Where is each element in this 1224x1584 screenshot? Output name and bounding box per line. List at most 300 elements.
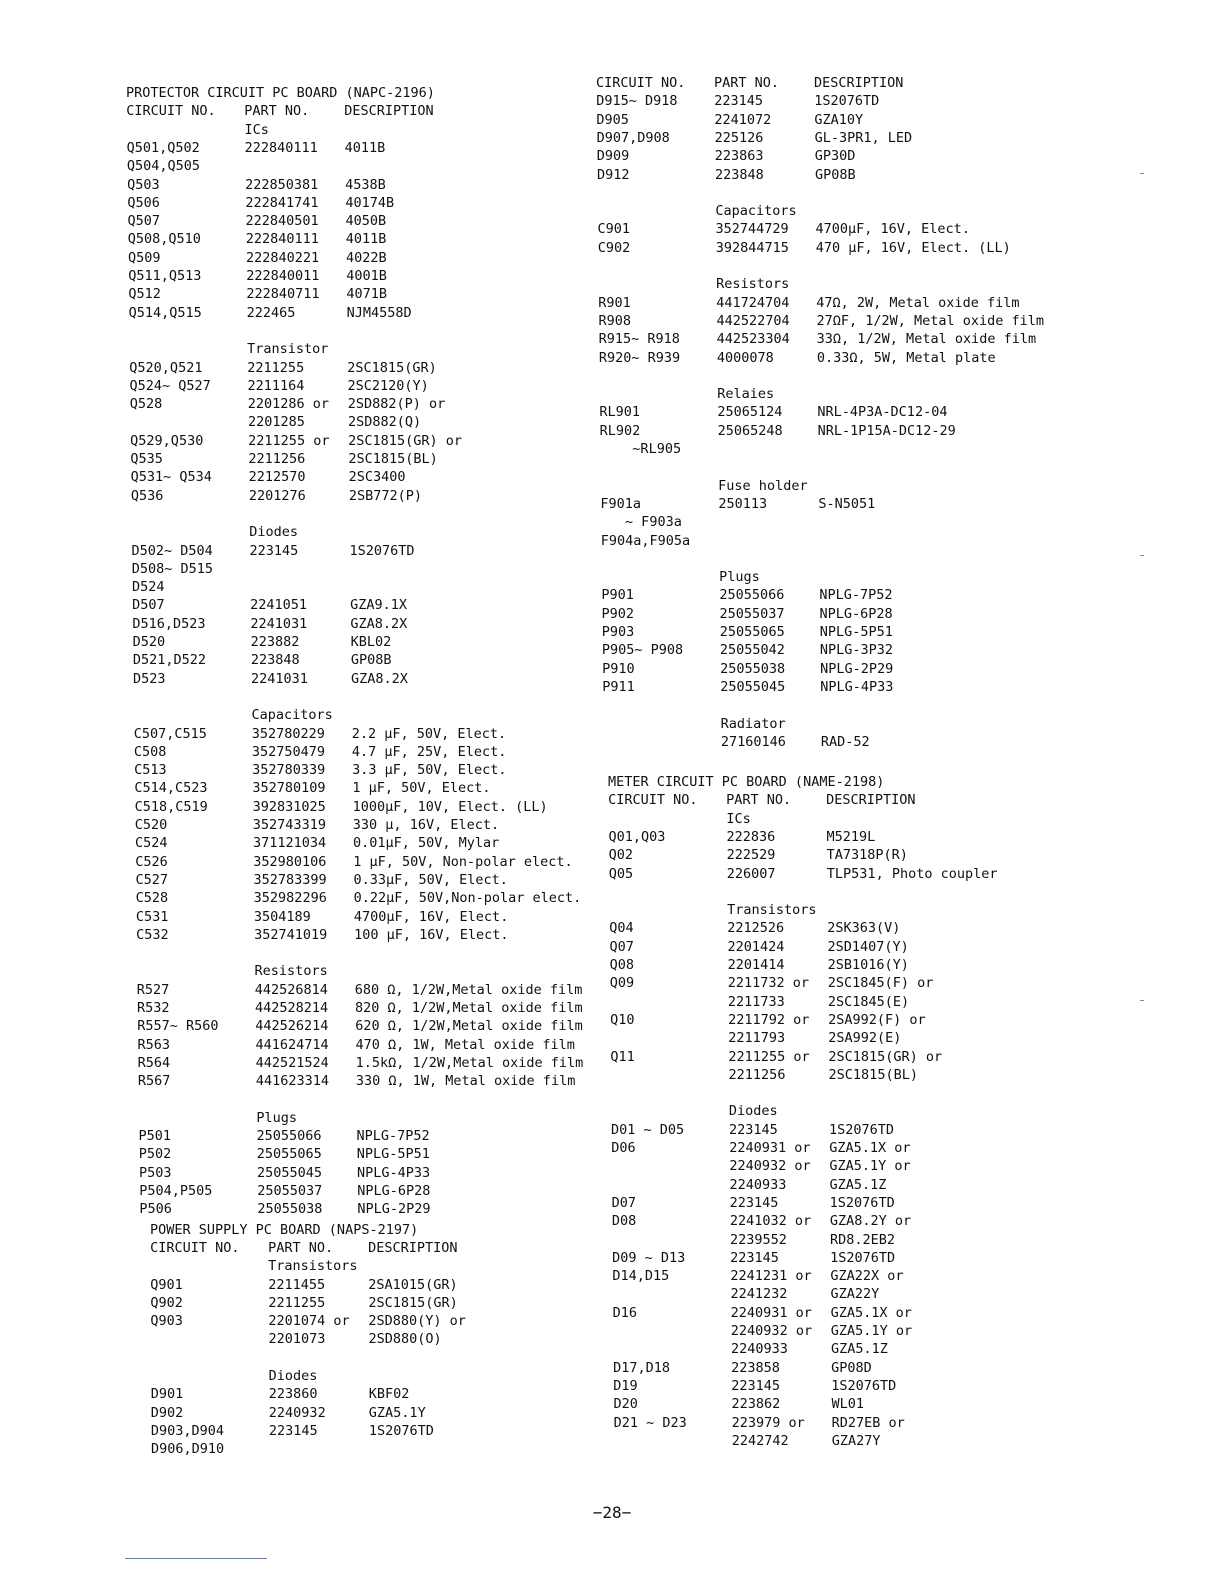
description: 100 μF, 16V, Elect.: [354, 926, 509, 943]
description: GZA5.1Y or: [829, 1158, 911, 1175]
circuit-no: P903: [601, 624, 635, 640]
description: GP08B: [814, 166, 856, 183]
description: NPLG-7P52: [356, 1128, 430, 1145]
part-no: 352743319: [252, 817, 326, 833]
circuit-no: C901: [597, 221, 631, 238]
circuit-no: Q01,Q03: [608, 828, 666, 845]
group-heading-text: Capacitors: [251, 707, 333, 724]
description: S-N5051: [818, 495, 876, 512]
part-no: 25055066: [256, 1128, 322, 1145]
part-no: 25055042: [719, 642, 785, 659]
part-no: 4000078: [716, 349, 774, 366]
description: 2SD1407(Y): [827, 938, 909, 955]
description: 1000μF, 10V, Elect. (LL): [352, 798, 548, 815]
circuit-no: D516,D523: [132, 615, 206, 632]
group-heading-text: Diodes: [249, 524, 299, 541]
part-no: 222840711: [246, 286, 320, 303]
part-row: [602, 641, 1202, 659]
circuit-no: R532: [137, 1000, 170, 1016]
description: TA7318P(R): [826, 847, 908, 864]
circuit-no: C531: [135, 908, 169, 925]
part-no: 441623314: [255, 1073, 330, 1090]
group-heading-text: Transistors: [268, 1258, 358, 1275]
description: 0.33μF, 50V, Elect.: [353, 871, 508, 888]
part-no: 2240931 or: [729, 1140, 811, 1156]
group-heading: [598, 275, 1198, 293]
circuit-no: D16: [612, 1304, 638, 1321]
description: 4011B: [344, 139, 386, 156]
description: 0.22μF, 50V,Non-polar elect.: [353, 890, 582, 907]
description: 4700μF, 16V, Elect.: [353, 908, 509, 925]
group-heading-text: Fuse holder: [718, 477, 808, 494]
part-no: 2240933: [729, 1176, 787, 1193]
part-row: [602, 660, 1202, 678]
part-row: [609, 919, 1209, 937]
description: 1 μF, 50V, Non-polar elect.: [353, 853, 573, 870]
description: 47Ω, 2W, Metal oxide film: [816, 294, 1020, 311]
circuit-no: R527: [136, 981, 170, 998]
part-no: 442522704: [716, 312, 790, 329]
part-no: 223145: [268, 1422, 318, 1439]
part-no: 2211255 or: [728, 1048, 810, 1065]
part-no: 441724704: [716, 294, 790, 311]
description: NPLG-3P32: [819, 642, 894, 659]
description: 4.7 μF, 25V, Elect.: [351, 743, 507, 760]
part-no: 223862: [731, 1396, 781, 1413]
circuit-no: C528: [135, 890, 169, 907]
part-no: 222850381: [245, 176, 319, 193]
circuit-no: P902: [601, 605, 635, 622]
part-row: [597, 129, 1197, 147]
part-no: 2240933: [730, 1341, 788, 1358]
part-no: 392831025: [252, 798, 326, 815]
circuit-no-header: CIRCUIT NO.: [126, 103, 216, 120]
description: RD27EB or: [831, 1414, 905, 1431]
part-row: [598, 312, 1198, 330]
circuit-no: Q503: [127, 176, 160, 193]
part-no: 2201074 or: [268, 1313, 350, 1330]
circuit-no: D524: [131, 579, 165, 596]
part-no: 2242742: [731, 1432, 789, 1449]
circuit-no: P503: [138, 1164, 172, 1181]
part-no: 25055065: [719, 624, 785, 640]
part-no: 25065248: [717, 422, 783, 439]
description: GZA8.2Y or: [829, 1213, 912, 1230]
part-no: 25055038: [720, 660, 786, 677]
part-row: [613, 1377, 1213, 1395]
description: 620 Ω, 1/2W,Metal oxide film: [355, 1018, 583, 1035]
circuit-no-header: CIRCUIT NO.: [596, 75, 686, 91]
part-row: [609, 846, 1209, 864]
group-heading: [603, 715, 1203, 733]
part-row: [610, 974, 1210, 992]
description: M5219L: [826, 828, 876, 845]
part-row: [612, 1212, 1212, 1230]
description: 1S2076TD: [829, 1121, 895, 1138]
part-row: [609, 938, 1209, 956]
circuit-no: C526: [135, 853, 168, 870]
part-no: 2241051: [250, 597, 308, 614]
circuit-no: Q536: [130, 487, 164, 504]
part-no: 2201286 or: [247, 396, 330, 413]
part-row: [608, 828, 1208, 846]
margin-tick: [1140, 173, 1144, 174]
description: 2SK363(V): [827, 920, 901, 937]
description: KBF02: [368, 1386, 410, 1403]
circuit-no: R901: [598, 294, 631, 311]
group-heading-text: Relaies: [717, 386, 775, 403]
part-row: [602, 678, 1202, 696]
description: 27ΩF, 1/2W, Metal oxide film: [816, 312, 1045, 329]
part-row: [600, 440, 1200, 458]
circuit-no: ~ F903a: [600, 514, 682, 531]
part-row: [601, 586, 1201, 604]
part-no: 2211164: [247, 377, 305, 394]
circuit-no: Q507: [127, 213, 161, 230]
description: 40174B: [345, 194, 395, 211]
description: NPLG-5P51: [356, 1146, 430, 1163]
description: 680 Ω, 1/2W,Metal oxide film: [354, 981, 583, 998]
part-no: 352780339: [252, 762, 326, 779]
part-no: 442526214: [255, 1018, 329, 1035]
part-row: [612, 1194, 1212, 1212]
part-row: [611, 1066, 1211, 1084]
circuit-no: C514,C523: [134, 780, 208, 797]
part-no: 2211255: [268, 1294, 326, 1311]
circuit-no: Q902: [150, 1294, 183, 1311]
part-no: 223863: [714, 148, 764, 165]
part-no: 371121034: [253, 835, 327, 852]
description: NPLG-5P51: [819, 624, 893, 640]
part-no: 25055066: [719, 587, 785, 604]
part-row: [598, 239, 1198, 257]
part-row: [614, 1432, 1214, 1450]
circuit-no: R564: [137, 1054, 171, 1071]
circuit-no: Q05: [608, 865, 634, 882]
circuit-no: Q09: [609, 975, 635, 992]
part-no: 352750479: [251, 743, 326, 760]
part-row: [609, 865, 1209, 883]
part-no: 352982296: [253, 890, 327, 907]
part-no: 223145: [731, 1377, 781, 1394]
group-heading: [599, 385, 1199, 403]
description: 2SB772(P): [348, 487, 422, 504]
description: 2SC3400: [348, 469, 406, 486]
circuit-no: RL902: [599, 422, 641, 439]
part-no: 25055045: [720, 678, 786, 695]
group-heading-text: Plugs: [256, 1109, 297, 1126]
description: 4011B: [345, 231, 387, 248]
circuit-no: D09 ~ D13: [612, 1249, 686, 1266]
section-title-text: METER CIRCUIT PC BOARD (NAME-2198): [608, 774, 885, 790]
circuit-no: D19: [613, 1377, 638, 1394]
part-no: 2201285: [247, 414, 305, 431]
description: 2SC1815(GR): [347, 359, 437, 376]
description: 2SD880(Y) or: [368, 1313, 466, 1330]
part-no: 223848: [714, 166, 764, 183]
part-no: 2212570: [248, 469, 306, 486]
circuit-no: P501: [138, 1128, 172, 1145]
part-row: [598, 294, 1198, 312]
description: 4001B: [346, 268, 387, 284]
description: GP30D: [814, 148, 856, 165]
part-row: [597, 147, 1197, 165]
part-no: 25055037: [719, 605, 785, 622]
circuit-no: D907,D908: [596, 129, 670, 146]
description: WL01: [831, 1396, 864, 1413]
circuit-no: R920~ R939: [598, 349, 681, 366]
circuit-no: Q903: [150, 1313, 183, 1330]
corner-rule: [125, 1558, 267, 1559]
circuit-no: Q528: [129, 396, 163, 413]
circuit-no: D915~ D918: [596, 93, 678, 110]
group-heading-text: Transistors: [727, 902, 817, 919]
description: 2SC1815(GR) or: [828, 1048, 943, 1065]
circuit-no: R915~ R918: [598, 331, 680, 348]
description: 4071B: [346, 286, 388, 303]
group-heading-text: ICs: [244, 121, 269, 138]
part-no: 442523304: [716, 331, 790, 348]
circuit-no: D17,D18: [613, 1359, 671, 1376]
description: GZA5.1Y or: [830, 1323, 913, 1339]
part-no: 222840011: [246, 268, 320, 284]
part-no: 392844715: [715, 239, 789, 256]
description: 0.33Ω, 5W, Metal plate: [816, 349, 996, 366]
description: 1S2076TD: [814, 93, 880, 110]
description: GP08D: [831, 1359, 872, 1376]
circuit-no: P911: [602, 678, 635, 695]
circuit-no: Q506: [127, 194, 160, 211]
part-row: [597, 166, 1197, 184]
part-no: 352741019: [254, 926, 328, 943]
circuit-no: C532: [136, 926, 169, 943]
part-no: 2240932: [268, 1404, 326, 1421]
part-no: 2241232: [730, 1286, 788, 1303]
page-number: −28−: [592, 1503, 632, 1522]
part-row: [613, 1322, 1213, 1340]
description: NJM4558D: [346, 304, 412, 321]
part-row: [614, 1414, 1214, 1432]
description: 0.01μF, 50V, Mylar: [353, 835, 500, 852]
part-no: 2239552: [730, 1231, 787, 1248]
description: 1S2076TD: [829, 1194, 895, 1211]
part-no: 223145: [249, 542, 299, 559]
section-title-text: PROTECTOR CIRCUIT PC BOARD (NAPC-2196): [126, 85, 435, 101]
part-no: 2211793: [728, 1030, 786, 1047]
part-row: [601, 513, 1201, 531]
part-no: 222840111: [245, 231, 319, 248]
part-no: 223882: [250, 634, 300, 650]
part-no: 2241031: [250, 615, 308, 632]
part-no: 2201414: [727, 957, 785, 973]
circuit-no: D08: [611, 1213, 637, 1230]
description: 330 Ω, 1W, Metal oxide film: [355, 1073, 576, 1090]
part-no: 222841741: [245, 194, 319, 211]
description: 1 μF, 50V, Elect.: [352, 780, 491, 797]
part-no: 27160146: [720, 733, 786, 750]
description: KBL02: [350, 634, 392, 650]
circuit-no-header: CIRCUIT NO.: [150, 1239, 240, 1256]
circuit-no: C520: [134, 817, 168, 833]
description: NPLG-7P52: [819, 587, 893, 604]
description: 33Ω, 1/2W, Metal oxide film: [816, 331, 1037, 348]
description: GZA5.1X or: [830, 1304, 912, 1321]
description: NPLG-4P33: [356, 1164, 431, 1181]
circuit-no: Q524~ Q527: [129, 377, 211, 394]
part-no: 2211792 or: [728, 1011, 810, 1028]
part-row: [599, 330, 1199, 348]
description: GP08B: [350, 652, 392, 669]
circuit-no: P502: [138, 1146, 172, 1163]
part-no: 222465: [246, 304, 296, 321]
circuit-no: D502~ D504: [131, 542, 213, 559]
part-no: 2211256: [248, 451, 306, 467]
group-heading-text: Transistor: [247, 341, 329, 358]
part-no: 222840221: [245, 249, 320, 266]
part-row: [613, 1304, 1213, 1322]
part-no: 2201276: [248, 487, 306, 504]
description: GZA5.1Z: [830, 1341, 888, 1358]
part-no: 25055065: [256, 1146, 322, 1163]
description: GZA8.2X: [350, 615, 408, 632]
circuit-no: Q529,Q530: [130, 432, 204, 449]
part-no: 223145: [730, 1249, 779, 1266]
circuit-no: D06: [611, 1140, 636, 1156]
description: 2SC1845(F) or: [827, 975, 934, 992]
group-heading-text: ICs: [726, 810, 751, 827]
circuit-no: Q531~ Q534: [130, 469, 212, 486]
circuit-no: D07: [611, 1194, 637, 1211]
group-heading-text: Diodes: [268, 1368, 318, 1384]
circuit-no: R567: [137, 1073, 171, 1090]
description: 1S2076TD: [831, 1377, 897, 1394]
circuit-no: C507,C515: [133, 725, 207, 742]
group-heading: [601, 568, 1201, 586]
column-header: [608, 791, 1208, 809]
part-row: [610, 993, 1210, 1011]
part-no: 2211255: [247, 359, 305, 376]
circuit-no: C513: [134, 762, 167, 779]
part-no: 222529: [726, 847, 776, 864]
margin-tick: [1140, 555, 1144, 556]
description: 2SC1815(GR) or: [348, 432, 462, 449]
part-no: 223145: [729, 1121, 778, 1138]
description: 2SD882(P) or: [347, 396, 446, 413]
circuit-no: D523: [133, 670, 166, 687]
circuit-no: R908: [598, 312, 631, 329]
part-row: [611, 1157, 1211, 1175]
circuit-no: Q508,Q510: [127, 231, 201, 248]
part-no: 442528214: [255, 1000, 329, 1016]
description: NPLG-2P29: [357, 1201, 431, 1218]
description: 2SA1015(GR): [368, 1276, 458, 1293]
group-heading-text: Radiator: [720, 715, 786, 732]
description: 2SD880(O): [368, 1331, 442, 1348]
circuit-no: C518,C519: [134, 798, 208, 815]
part-no: 442526814: [254, 981, 328, 998]
description-header: DESCRIPTION: [826, 792, 916, 809]
circuit-no: D01 ~ D05: [611, 1121, 685, 1138]
part-row: [612, 1176, 1212, 1194]
description: 4538B: [345, 176, 386, 193]
part-no: 2241231 or: [730, 1268, 812, 1285]
circuit-no: D520: [132, 634, 166, 650]
circuit-no: C902: [597, 239, 631, 256]
part-row: [602, 605, 1202, 623]
circuit-no-header: CIRCUIT NO.: [608, 792, 698, 809]
description: NPLG-2P29: [820, 660, 894, 677]
circuit-no: D508~ D515: [131, 560, 213, 577]
part-row: [612, 1231, 1212, 1249]
group-heading-text: Plugs: [719, 569, 760, 586]
description: 2SC1815(GR): [368, 1294, 458, 1311]
description: GZA22Y: [830, 1286, 880, 1303]
description: GL-3PR1, LED: [814, 129, 913, 146]
description: 2SA992(F) or: [828, 1011, 926, 1028]
part-no: 2212526: [727, 920, 785, 937]
description: 3.3 μF, 50V, Elect.: [352, 762, 507, 779]
circuit-no: Q511,Q513: [128, 268, 202, 284]
group-heading-text: Diodes: [728, 1103, 778, 1120]
part-row: [613, 1395, 1213, 1413]
circuit-no: RL901: [599, 404, 641, 421]
description: 2SA992(E): [828, 1030, 902, 1047]
description: 2.2 μF, 50V, Elect.: [351, 725, 507, 742]
circuit-no: P905~ P908: [601, 642, 684, 659]
circuit-no: R563: [137, 1036, 170, 1053]
part-row: [599, 349, 1199, 367]
part-no: 2211256: [728, 1066, 786, 1083]
circuit-no: Q08: [609, 957, 634, 973]
circuit-no: C527: [135, 871, 168, 888]
circuit-no: D903,D904: [150, 1422, 225, 1439]
description: GZA9.1X: [350, 597, 408, 614]
part-no: 223979 or: [731, 1414, 805, 1431]
description: 4700μF, 16V, Elect.: [815, 221, 970, 238]
circuit-no: ~RL905: [599, 441, 682, 457]
circuit-no: Q504,Q505: [126, 158, 201, 175]
part-no: 225126: [714, 129, 764, 146]
part-row: [596, 92, 1196, 110]
part-row: [610, 1011, 1210, 1029]
part-row: [610, 1048, 1210, 1066]
circuit-no: Q11: [610, 1048, 635, 1065]
part-no: 2211455: [268, 1276, 326, 1293]
part-row: [611, 1121, 1211, 1139]
part-no: 352980106: [253, 853, 327, 870]
group-heading-text: Resistors: [254, 963, 328, 980]
column-header: [596, 74, 1196, 92]
description: GZA5.1Z: [829, 1176, 887, 1193]
description: NRL-1P15A-DC12-29: [817, 422, 956, 439]
group-heading: [600, 477, 1200, 495]
description: 470 Ω, 1W, Metal oxide film: [355, 1036, 575, 1053]
group-heading: [608, 810, 1208, 828]
part-no: 2211255 or: [248, 432, 330, 449]
part-no: 2241072: [714, 111, 772, 128]
part-no: 226007: [726, 865, 776, 882]
circuit-no: D902: [150, 1404, 184, 1421]
part-no: 2241032 or: [729, 1213, 812, 1230]
description: 4022B: [345, 249, 387, 266]
description: NPLG-6P28: [357, 1183, 431, 1199]
circuit-no: D912: [596, 166, 630, 183]
description: NRL-4P3A-DC12-04: [817, 404, 948, 421]
circuit-no: P506: [139, 1201, 172, 1218]
part-no: 2201073: [268, 1331, 326, 1348]
group-heading: [611, 1102, 1211, 1120]
description: 470 μF, 16V, Elect. (LL): [815, 239, 1011, 256]
